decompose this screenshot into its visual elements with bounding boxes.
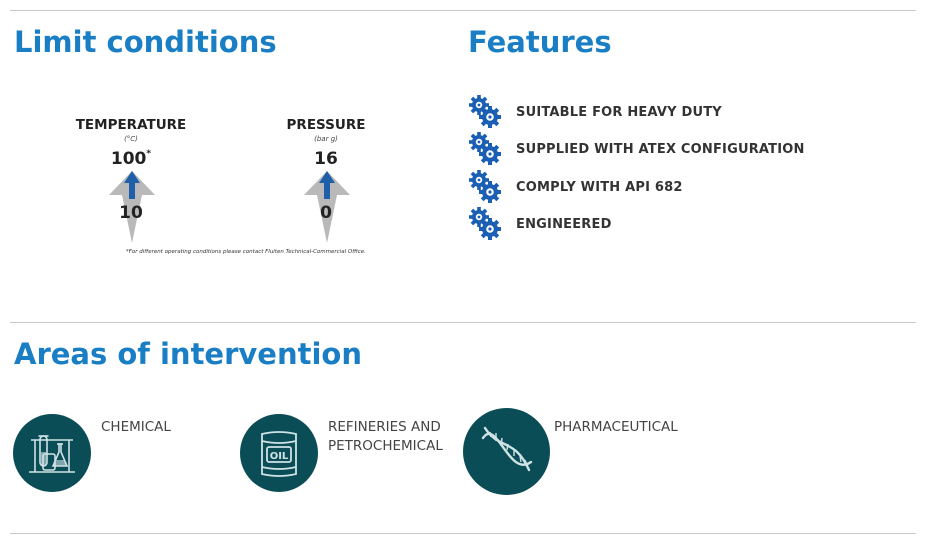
- feature-label: COMPLY WITH API 682: [516, 180, 683, 195]
- pressure-min: 0: [320, 203, 332, 223]
- pressure-max: [266, 151, 386, 168]
- pressure-unit: (bar g): [314, 134, 338, 143]
- top-divider: [10, 10, 916, 11]
- feature-label: SUPPLIED WITH ATEX CONFIGURATION: [516, 142, 805, 157]
- temperature-min: 10: [119, 203, 143, 223]
- oil-barrel-icon: [240, 414, 318, 492]
- gears-icon: [468, 131, 502, 165]
- limit-conditions-heading: Limit conditions: [14, 25, 277, 59]
- barrel-text: OIL: [269, 451, 289, 462]
- feature-label: SUITABLE FOR HEAVY DUTY: [516, 105, 722, 120]
- gears-icon: [468, 94, 502, 128]
- pressure-max-value: 16: [314, 149, 338, 169]
- limits-footnote: *For different operating conditions please contact Fluiten Technical-Commercial Office.: [126, 249, 366, 255]
- temperature-max: [71, 151, 191, 168]
- temperature-label: TEMPERATURE: [75, 117, 187, 133]
- bottom-divider: [10, 533, 916, 534]
- pressure-gauge: [266, 119, 386, 249]
- area-refineries-label-line2: PETROCHEMICAL: [328, 438, 443, 454]
- dna-helix-icon: [463, 408, 550, 495]
- area-pharmaceutical-label: PHARMACEUTICAL: [554, 419, 678, 435]
- gears-icon: [468, 206, 502, 240]
- areas-heading: Areas of intervention: [14, 337, 362, 371]
- area-refineries-label-line1: REFINERIES AND: [328, 419, 441, 435]
- chemistry-glassware-icon: [13, 414, 91, 492]
- feature-item: [468, 169, 908, 203]
- temperature-unit: (°C): [124, 134, 138, 143]
- middle-divider: [10, 322, 916, 323]
- area-chemical-label: CHEMICAL: [101, 419, 171, 435]
- temperature-max-value: 100: [110, 149, 147, 169]
- temperature-gauge: [71, 119, 191, 249]
- gears-icon: [468, 169, 502, 203]
- temperature-max-mark: *: [146, 149, 152, 159]
- pressure-label: PRESSURE: [286, 117, 366, 133]
- feature-label: ENGINEERED: [516, 217, 612, 232]
- feature-item: [468, 94, 908, 128]
- feature-item: [468, 206, 908, 240]
- features-heading: Features: [468, 25, 612, 59]
- feature-item: [468, 131, 908, 165]
